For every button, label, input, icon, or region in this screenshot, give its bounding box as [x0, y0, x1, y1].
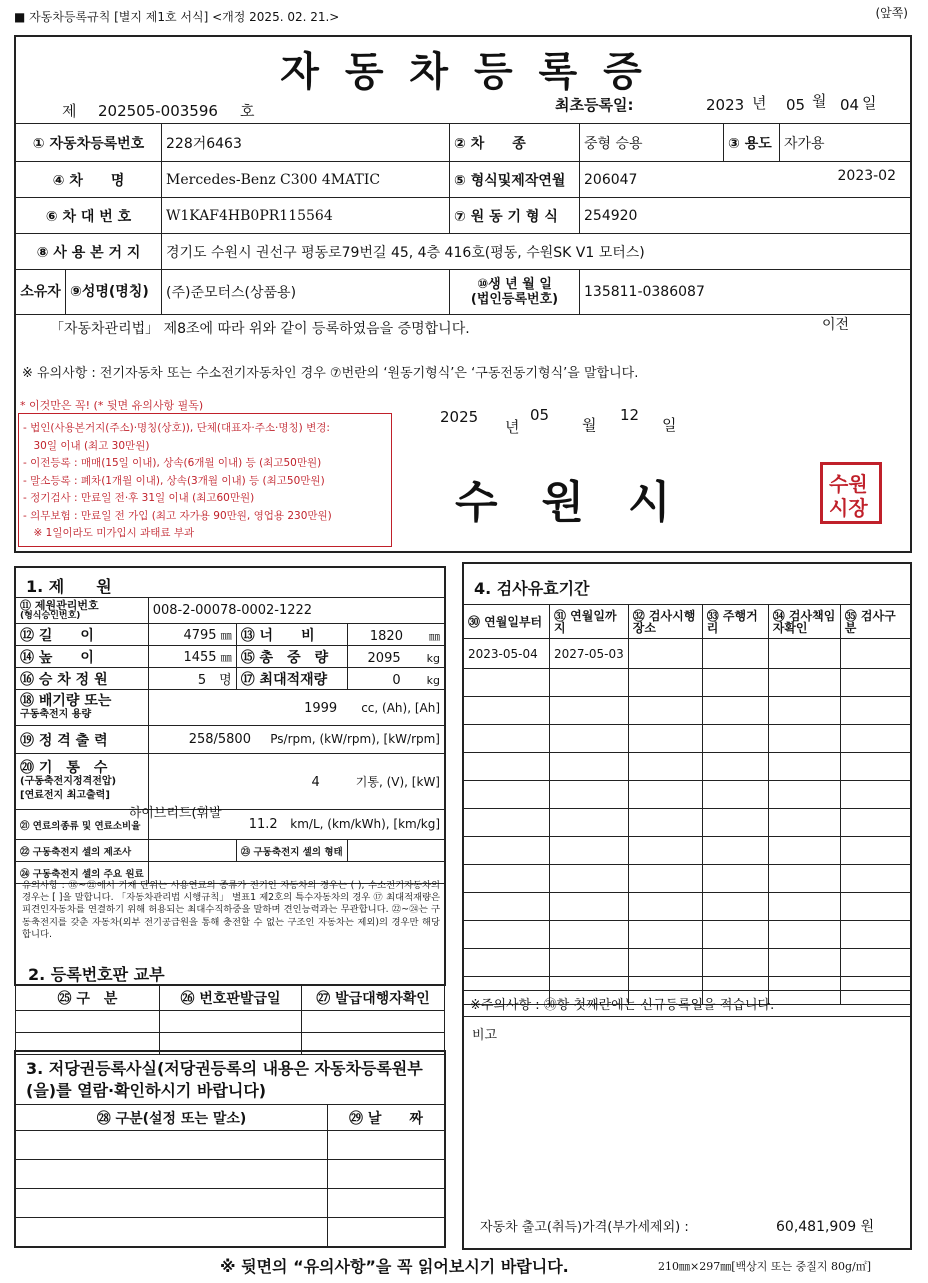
official-seal	[820, 462, 882, 524]
inspect-cell	[840, 865, 910, 893]
inspect-col-mileage: ㉝ 주행거리	[702, 605, 768, 639]
inspect-cell	[628, 921, 702, 949]
plate-title: 2. 등록번호판 교부	[28, 965, 165, 984]
car-name-label: ④ 차 명	[16, 162, 162, 198]
doc-number: 202505-003596	[98, 102, 218, 120]
inspect-cell	[840, 697, 910, 725]
svg-text:시장: 시장	[829, 496, 868, 520]
inspect-cell	[702, 893, 768, 921]
seal-icon	[825, 469, 877, 519]
issue-month: 05	[530, 406, 550, 424]
doc-no-suffix: 호	[240, 102, 255, 120]
address-label: ⑧ 사 용 본 거 지	[16, 234, 162, 270]
mgmt-value: 008-2-00078-0002-1222	[148, 598, 444, 624]
lien-cell	[328, 1189, 445, 1218]
power-value: 258/5800	[188, 732, 251, 747]
cyl-value: 4	[311, 775, 320, 790]
inspect-cell	[768, 753, 840, 781]
issuer-name: 수 원 시	[455, 477, 671, 528]
inspect-cell	[840, 753, 910, 781]
disp-unit: cc, (Ah), [Ah]	[361, 701, 440, 715]
length-label: ⑫ 길 이	[16, 624, 149, 646]
birth-label	[450, 270, 580, 315]
plate-cell	[16, 1011, 160, 1033]
inspect-cell	[768, 865, 840, 893]
inspect-cell	[628, 753, 702, 781]
disp-cell	[148, 690, 444, 726]
weight-value: 2095	[367, 651, 401, 666]
lien-cell	[328, 1131, 445, 1160]
inspect-col-from: ㉚ 연월일부터	[464, 605, 550, 639]
issue-year: 2025	[440, 408, 479, 426]
disp-label	[16, 690, 149, 726]
model-value: 206047	[584, 171, 638, 188]
regulation-note: ■ 자동차등록규칙 [별지 제1호 서식] <개정 2025. 02. 21.>	[14, 10, 340, 24]
inspect-cell	[550, 725, 629, 753]
inspect-cell	[840, 725, 910, 753]
inspect-cell	[840, 893, 910, 921]
inspect-col-type: ㉟ 검사구분	[840, 605, 910, 639]
first-reg-year: 2023	[706, 96, 745, 114]
model-cell	[580, 162, 911, 198]
plate-cell	[302, 1011, 445, 1033]
birth-label-sub: (법인등록번호)	[470, 292, 559, 307]
fuel-cell	[128, 806, 444, 840]
red-notice-item: ※ 1일이라도 미가입시 과태료 부과	[23, 527, 195, 539]
inspect-cell	[550, 781, 629, 809]
issue-day: 12	[620, 406, 640, 424]
fuel-unit: km/L, (km/kWh), [km/kg]	[290, 817, 440, 831]
seats-unit: 명	[219, 673, 232, 688]
seats-cell	[148, 668, 236, 690]
model-label: ⑤ 형식및제작연월	[450, 162, 580, 198]
load-cell	[347, 668, 444, 690]
use-value: 자가용	[780, 124, 911, 162]
inspect-cell	[702, 921, 768, 949]
weight-unit: kg	[426, 652, 440, 665]
engine-value: 254920	[580, 198, 911, 234]
power-cell	[148, 726, 444, 754]
lien-cell	[328, 1160, 445, 1189]
inspect-cell	[702, 865, 768, 893]
bat-maker-label: ㉒ 구동축전지 셀의 제조사	[16, 840, 149, 862]
inspect-cell	[550, 921, 629, 949]
inspect-cell	[550, 753, 629, 781]
fuel-label: ㉑ 연료의종류 및 연료소비율	[16, 810, 149, 840]
mgmt-label	[16, 598, 149, 624]
inspect-cell	[550, 865, 629, 893]
inspect-cell	[628, 781, 702, 809]
footer-paper-size: 210㎜×297㎜[백상지 또는 중질지 80g/㎡]	[658, 1260, 872, 1273]
power-unit: Ps/rpm, (kW/rpm), [kW/rpm]	[270, 732, 440, 746]
spec-note: 유의사항 : ⑱~㉑에서 기재 단위는 사용연료의 종류가 전기인 자동차의 경우는 ( ), 수소전기자동차의 경우는 [ ]을 말합니다. 「자동차관리법 시행규칙」 별표1 제2호의 특수자동차의 경우 ⑰ 최대적재량은 피견인자동차를 연결하기 위해 허용되는 최대수직하중을 말하며 견인능력과는 무관합니다. ㉒~㉔는 구동축전지를 갖춘 자동차(외부 전기공급원을 통해 충전할 수 없는 구조인 자동차는 제외)의 경우만 해당합니다.	[22, 880, 440, 940]
inspect-cell	[768, 949, 840, 977]
lien-cell	[328, 1218, 445, 1247]
plate-col-agent: ㉗ 발급대행자확인	[302, 985, 445, 1011]
plate-col-division: ㉕ 구 분	[16, 985, 160, 1011]
inspect-cell	[628, 865, 702, 893]
car-type-label: ② 차 종	[450, 124, 580, 162]
mgmt-label-sub: (형식승인번호)	[20, 610, 81, 621]
inspect-cell	[702, 949, 768, 977]
bat-form-value	[347, 840, 444, 862]
inspect-cell	[768, 893, 840, 921]
bat-mat-label: ㉔ 구동축전지 셀의 주요 원료	[16, 862, 149, 884]
first-reg-month: 05	[786, 96, 806, 114]
doc-no-prefix: 제	[62, 102, 77, 120]
issue-year-unit: 년	[505, 418, 520, 436]
lien-cell	[16, 1189, 328, 1218]
first-reg-year-unit: 년	[752, 94, 767, 112]
load-unit: kg	[426, 674, 440, 687]
lien-col-division: ㉘ 구분(설정 또는 말소)	[16, 1105, 328, 1131]
inspect-cell	[702, 639, 768, 669]
red-notice-item: 30일 이내 (최고 30만원)	[23, 439, 150, 452]
red-notice-item: - 의무보험 : 만료일 전 가입 (최고 자가용 90만원, 영업용 230만원)	[23, 509, 332, 522]
first-reg-day-unit: 일	[862, 94, 877, 112]
inspect-cell	[840, 639, 910, 669]
height-cell	[148, 646, 236, 668]
inspect-cell	[768, 639, 840, 669]
inspect-cell	[628, 893, 702, 921]
car-name-value: Mercedes-Benz C300 4MATIC	[162, 162, 450, 198]
inspect-cell	[550, 697, 629, 725]
load-value: 0	[392, 673, 401, 688]
inspect-col-to: ㉛ 연월일까지	[550, 605, 629, 639]
cyl-unit: 기통, (V), [kW]	[355, 775, 440, 789]
power-label: ⑲ 정 격 출 력	[16, 726, 149, 754]
owner-label: 소유자	[16, 270, 66, 314]
seats-label: ⑯ 승 차 정 원	[16, 668, 149, 690]
inspect-cell	[464, 697, 550, 725]
plate-table	[15, 984, 445, 1055]
svg-text:수원: 수원	[829, 472, 868, 496]
inspect-cell	[464, 669, 550, 697]
inspect-cell	[628, 837, 702, 865]
engine-label: ⑦ 원 동 기 형 식	[450, 198, 580, 234]
width-value: 1820	[369, 629, 403, 644]
plate-col-issue-date: ㉖ 번호판발급일	[160, 985, 302, 1011]
inspect-to-value: 2027-05-03	[550, 639, 629, 669]
inspect-cell	[840, 921, 910, 949]
use-label: ③ 용도	[724, 124, 780, 162]
inspect-cell	[550, 893, 629, 921]
red-notice-box	[18, 413, 392, 547]
lien-title: 3. 저당권등록사실(저당권등록의 내용은 자동차등록원부(을)를 열람·확인하시기 바랍니다)	[26, 1059, 423, 1100]
inspect-cell	[702, 809, 768, 837]
remark-label: 비고	[472, 1028, 498, 1043]
inspect-col-checker: ㉞ 검사책임자확인	[768, 605, 840, 639]
birth-label-main: ⑩생 년 월 일	[477, 277, 552, 292]
lien-cell	[16, 1131, 328, 1160]
inspect-cell	[768, 781, 840, 809]
car-type-value: 중형 승용	[580, 124, 724, 162]
fuel-value: 11.2	[248, 817, 278, 832]
reg-no-value: 228거6463	[162, 124, 450, 162]
inspect-cell	[768, 837, 840, 865]
inspect-table	[463, 604, 911, 1005]
bat-form-label: ㉓ 구동축전지 셀의 형태	[236, 840, 347, 862]
inspect-cell	[702, 781, 768, 809]
inspect-note-divider	[463, 990, 911, 991]
inspect-cell	[464, 949, 550, 977]
bat-maker-value	[148, 840, 236, 862]
inspect-cell	[768, 669, 840, 697]
inspect-cell	[702, 837, 768, 865]
owner-name-value: (주)준모터스(상품용)	[162, 270, 450, 315]
seats-value: 5	[197, 673, 207, 688]
inspect-cell	[702, 725, 768, 753]
inspect-cell	[464, 865, 550, 893]
fuel-type: 하이브리드(휘발	[128, 806, 222, 821]
inspect-cell	[628, 949, 702, 977]
length-unit: ㎜	[220, 628, 232, 642]
vin-value: W1KAF4HB0PR115564	[162, 198, 450, 234]
lien-cell	[16, 1160, 328, 1189]
vin-label: ⑥ 차 대 번 호	[16, 198, 162, 234]
first-reg-day: 04	[840, 96, 860, 114]
front-side-label: (앞쪽)	[875, 6, 908, 20]
price-value: 60,481,909 원	[776, 1219, 875, 1235]
inspect-cell	[628, 697, 702, 725]
inspect-cell	[840, 837, 910, 865]
owner-name-label: ⑨성명(명칭)	[70, 284, 149, 300]
first-reg-month-unit: 월	[812, 92, 827, 110]
inspect-cell	[464, 781, 550, 809]
inspect-cell	[628, 669, 702, 697]
red-notice-heading: * 이것만은 꼭! (* 뒷면 유의사항 필독)	[20, 399, 204, 412]
inspect-cell	[464, 921, 550, 949]
red-notice-item: - 이전등록 : 매매(15일 이내), 상속(6개월 이내) 등 (최고50만원)	[23, 457, 322, 469]
load-label: ⑰ 최대적재량	[236, 668, 347, 690]
length-value: 4795	[183, 627, 217, 643]
disp-label-sub: 구동축전지 용량	[20, 708, 92, 720]
inspect-cell	[840, 809, 910, 837]
first-reg-label: 최초등록일:	[555, 96, 634, 114]
inspect-cell	[768, 921, 840, 949]
issue-month-unit: 월	[582, 416, 597, 434]
inspect-cell	[628, 809, 702, 837]
lien-col-date: ㉙ 날 짜	[328, 1105, 445, 1131]
inspect-cell	[702, 697, 768, 725]
inspect-cell	[840, 781, 910, 809]
address-value: 경기도 수원시 권선구 평동로79번길 45, 4층 416호(평동, 수원SK V1 모터스)	[162, 234, 911, 270]
inspect-cell	[464, 809, 550, 837]
red-notice-item: - 정기검사 : 만료일 전·후 31일 이내 (최고60만원)	[23, 492, 255, 504]
inspect-cell	[464, 893, 550, 921]
inspect-cell	[702, 753, 768, 781]
inspect-cell	[768, 725, 840, 753]
remark-divider	[463, 1016, 911, 1017]
inspect-cell	[768, 809, 840, 837]
disp-value: 1999	[304, 701, 338, 716]
certify-text: 「자동차관리법」 제8조에 따라 위와 같이 등록하였음을 증명합니다.	[50, 321, 470, 337]
weight-cell	[347, 646, 444, 668]
birth-value: 135811-0386087	[580, 270, 911, 315]
footer-read-notice: ※ 뒷면의 “유의사항”을 꼭 읽어보시기 바랍니다.	[220, 1257, 569, 1276]
made-date: 2023-02	[837, 168, 896, 184]
inspect-cell	[464, 753, 550, 781]
inspect-cell	[768, 697, 840, 725]
price-label: 자동차 출고(취득)가격(부가세제외) :	[480, 1220, 689, 1235]
spec-table	[15, 597, 445, 884]
width-unit: ㎜	[429, 630, 440, 643]
reg-no-label: ① 자동차등록번호	[16, 124, 162, 162]
cyl-label-sub1: (구동축전지정격전압)	[20, 775, 117, 787]
inspect-cell	[628, 725, 702, 753]
inspect-cell	[840, 949, 910, 977]
inspect-col-place: ㉜ 검사시행장소	[628, 605, 702, 639]
inspect-note: ※주의사항 : ㉚항 첫째란에는 신규등록일을 적습니다.	[470, 998, 775, 1013]
spec-title: 1. 제 원	[26, 577, 112, 596]
inspect-cell	[550, 809, 629, 837]
plate-cell	[160, 1011, 302, 1033]
length-cell	[148, 624, 236, 646]
transfer-mark: 이전	[822, 317, 850, 333]
mgmt-label-main: ⑪ 제원관리번호	[20, 598, 99, 612]
height-value: 1455	[183, 649, 217, 665]
width-label: ⑬ 너 비	[236, 624, 347, 646]
inspect-cell	[464, 725, 550, 753]
height-unit: ㎜	[220, 650, 232, 664]
issue-day-unit: 일	[662, 416, 677, 434]
disp-label-main: ⑱ 배기량 또는	[20, 692, 112, 709]
lien-cell	[16, 1218, 328, 1247]
red-notice-item: - 말소등록 : 폐차(1개월 이내), 상속(3개월 이내) 등 (최고50만원)	[23, 474, 325, 487]
inspect-title: 4. 검사유효기간	[474, 579, 590, 598]
caution-text: ※ 유의사항 : 전기자동차 또는 수소전기자동차인 경우 ⑦번란의 ‘원동기형식’은 ‘구동전동기형식’을 말합니다.	[22, 366, 639, 381]
inspect-cell	[702, 669, 768, 697]
inspect-cell	[550, 669, 629, 697]
red-notice-item: - 법인(사용본거지(주소)·명칭(상호)), 단체(대표자·주소·명칭) 변경:	[23, 422, 330, 434]
inspect-cell	[464, 837, 550, 865]
width-cell	[347, 624, 444, 646]
inspect-cell	[550, 949, 629, 977]
inspect-from-value: 2023-05-04	[464, 639, 550, 669]
inspect-cell	[628, 639, 702, 669]
weight-label: ⑮ 총 중 량	[236, 646, 347, 668]
owner-cell	[16, 270, 162, 315]
cyl-label-main: ⑳ 기 통 수	[20, 759, 108, 776]
inspect-cell	[550, 837, 629, 865]
cyl-label-sub2: [연료전지 최고출력]	[20, 789, 110, 801]
registration-table	[15, 123, 911, 315]
document-title: 자 동 차 등 록 증	[280, 48, 648, 95]
lien-table	[15, 1104, 445, 1247]
inspect-cell	[840, 669, 910, 697]
height-label: ⑭ 높 이	[16, 646, 149, 668]
